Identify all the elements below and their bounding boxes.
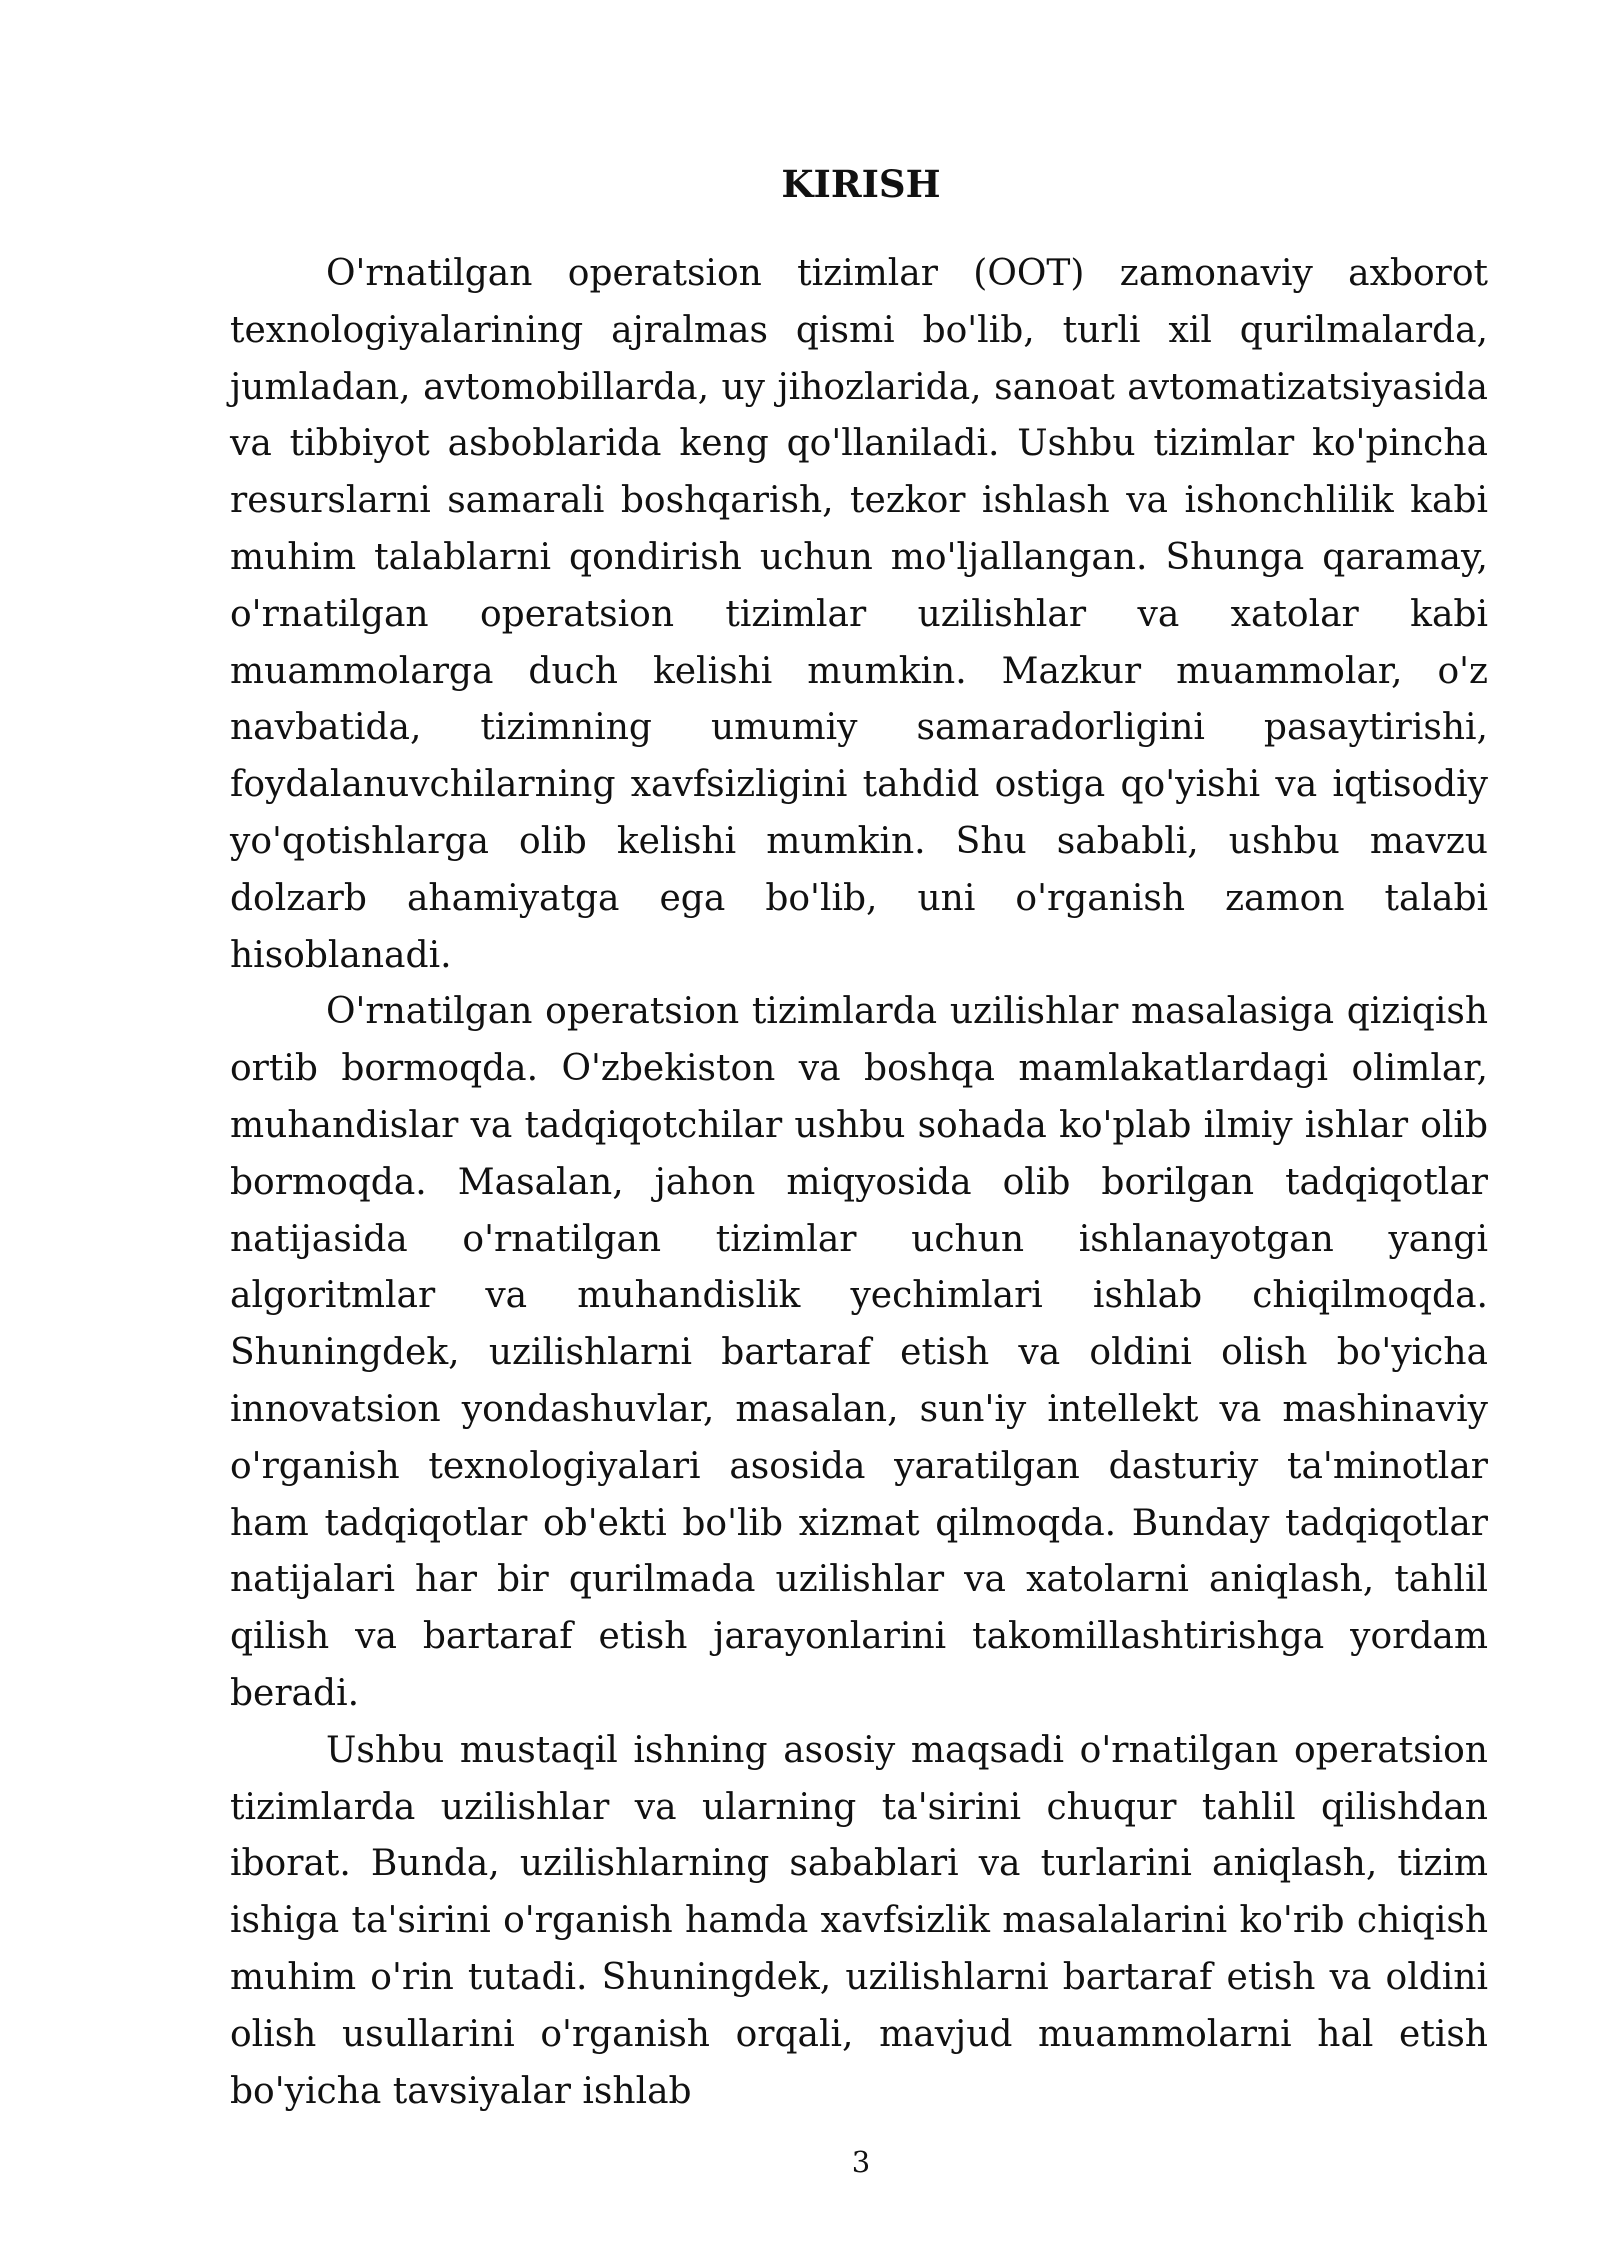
paragraph: Ushbu mustaqil ishning asosiy maqsadi o'rnatilgan operatsion tizimlarda uzilishlar va ularning ta'sirini chuqur tahlil qilishdan iborat. Bunda, uzilishlarning sabablari va turlarini aniqlash, tizim ishiga ta'sirini o'rganish hamda xavfsizlik masalalarini ko'rib chiqish muhim o'rin tutadi. Shuningdek, uzilishlarni bartaraf etish va oldini olish usullarini o'rganish orqali, mavjud muammolarni hal etish bo'yicha tavsiyalar ishlab: [230, 1729, 1488, 2112]
paragraph: O'rnatilgan operatsion tizimlar (OOT) zamonaviy axborot texnologiyalarining ajralmas qismi bo'lib, turli xil qurilmalarda, jumladan, avtomobillarda, uy jihozlarida, sanoat avtomatizatsiyasida va tibbiyot asboblarida keng qo'llaniladi. Ushbu tizimlar ko'pincha resurslarni samarali boshqarish, tezkor ishlash va ishonchlilik kabi muhim talablarni qondirish uchun mo'ljallangan. Shunga qaramay, o'rnatilgan operatsion tizimlar uzilishlar va xatolar kabi muammolarga duch kelishi mumkin. Mazkur muammolar, o'z navbatida, tizimning umumiy samaradorligini pasaytirishi, foydalanuvchilarning xavfsizligini tahdid ostiga qo'yishi va iqtisodiy yo'qotishlarga olib kelishi mumkin. Shu sababli, ushbu mavzu dolzarb ahamiyatga ega bo'lib, uni o'rganish zamon talabi hisoblanadi.: [230, 253, 1488, 976]
page-number: 3: [851, 2145, 871, 2179]
section-heading: KIRISH: [781, 162, 941, 206]
paragraph: O'rnatilgan operatsion tizimlarda uzilishlar masalasiga qiziqish ortib bormoqda. O'zbekiston va boshqa mamlakatlardagi olimlar, muhandislar va tadqiqotchilar ushbu sohada ko'plab ilmiy ishlar olib bormoqda. Masalan, jahon miqyosida olib borilgan tadqiqotlar natijasida o'rnatilgan tizimlar uchun ishlanayotgan yangi algoritmlar va muhandislik yechimlari ishlab chiqilmoqda. Shuningdek, uzilishlarni bartaraf etish va oldini olish bo'yicha innovatsion yondashuvlar, masalan, sun'iy intellekt va mashinaviy o'rganish texnologiyalari asosida yaratilgan dasturiy ta'minotlar ham tadqiqotlar ob'ekti bo'lib xizmat qilmoqda. Bunday tadqiqotlar natijalari har bir qurilmada uzilishlar va xatolarni aniqlash, tahlil qilish va bartaraf etish jarayonlarini takomillashtirishga yordam beradi.: [230, 991, 1488, 1714]
document-body: [230, 246, 1488, 2120]
